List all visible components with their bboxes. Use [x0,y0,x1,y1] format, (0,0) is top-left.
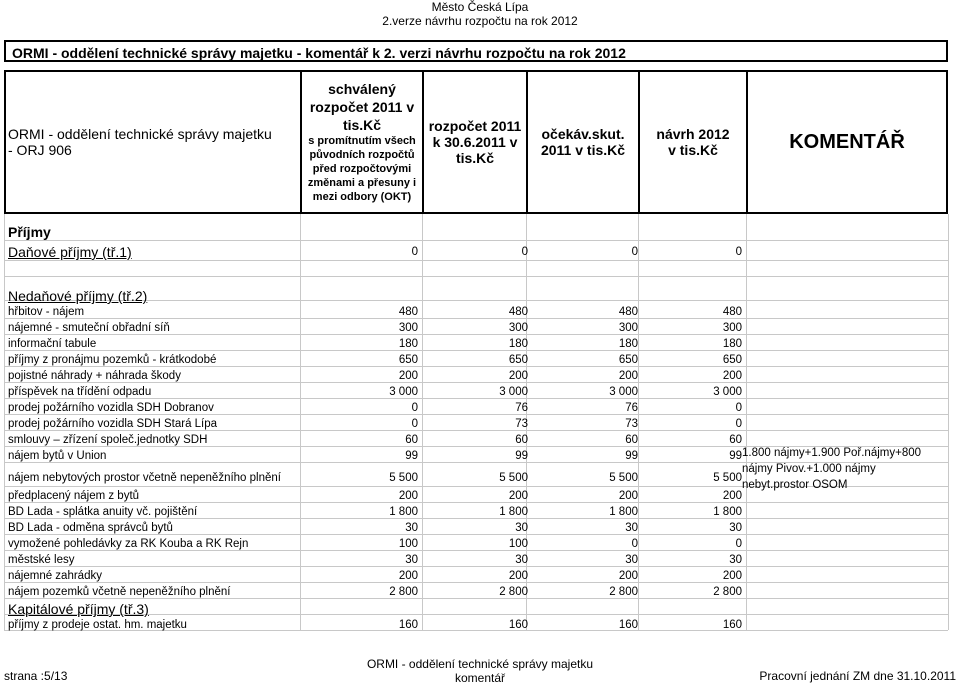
row-value-4: 3 000 [713,386,742,398]
row-value-2: 1 800 [499,506,528,518]
row-value-3: 1 800 [609,506,638,518]
row-label: příjmy z pronájmu pozemků - krátkodobé [8,354,217,366]
row-value-1: 300 [398,322,418,334]
row-value-3: 5 500 [609,472,638,484]
row-value-1: 0 [411,402,418,414]
row-value-1: 100 [398,538,418,550]
row-value-2: 650 [508,354,528,366]
row-value-3: 650 [618,354,638,366]
row-value-1: 200 [398,370,418,382]
header-proposal: návrh 2012 v tis.Kč [640,72,748,212]
table-row [8,384,948,400]
row-value-2: 480 [508,306,528,318]
row-label: nájem bytů v Union [8,450,107,462]
row-label: předplacený nájem z bytů [8,490,140,502]
row-value-4: 30 [729,554,742,566]
row-value-3: 200 [618,570,638,582]
row-value-1: 480 [398,306,418,318]
row-value-3: 2 800 [609,586,638,598]
row-value-4: 0 [735,418,742,430]
row-value-2: 3 000 [499,386,528,398]
row-value-4: 30 [729,522,742,534]
tax-value-3: 0 [631,246,638,258]
row-value-4: 0 [735,402,742,414]
table-row [8,536,948,552]
row-value-2: 30 [515,522,528,534]
row-value-4: 650 [722,354,742,366]
row-value-1: 0 [411,418,418,430]
row-value-4: 180 [722,338,742,350]
section-nontax-income: Nedaňové příjmy (tř.2) [8,288,148,304]
row-label: BD Lada - odměna správců bytů [8,522,173,534]
table-row [8,336,948,352]
table-row [8,584,948,600]
row-label: BD Lada - splátka anuity vč. pojištění [8,506,198,518]
row-label: hřbitov - nájem [8,306,85,318]
row-value-2: 2 800 [499,586,528,598]
tax-value-2: 0 [521,246,528,258]
row-value-3: 180 [618,338,638,350]
section-capital-income: Kapitálové příjmy (tř.3) [8,601,149,617]
row-value-2: 60 [515,434,528,446]
section-income: Příjmy [8,224,51,240]
row-value-3: 60 [625,434,638,446]
table-row [8,320,948,336]
comment-note: 1.800 nájmy+1.900 Poř.nájmy+800 nájmy Pivov.+1.000 nájmy nebyt.prostor OSOM [742,447,922,491]
row-value-4: 160 [722,619,742,631]
row-value-3: 30 [625,554,638,566]
row-label: nájemné - smuteční obřadní síň [8,322,170,334]
table-row [8,568,948,584]
tax-value-1: 0 [411,246,418,258]
row-value-3: 76 [625,402,638,414]
table-header [4,70,948,214]
row-value-1: 200 [398,570,418,582]
header-expected: očekáv.skut. 2011 v tis.Kč [528,72,640,212]
row-value-1: 30 [405,554,418,566]
table-row [8,552,948,568]
row-value-2: 200 [508,370,528,382]
row-value-3: 0 [631,538,638,550]
table-row [8,368,948,384]
table-row [8,520,948,536]
row-label: příspěvek na třídění odpadu [8,386,152,398]
row-value-1: 5 500 [389,472,418,484]
footer-meeting: Pracovní jednání ZM dne 31.10.2011 [759,669,956,683]
grid-row-line [4,240,948,241]
row-value-2: 200 [508,490,528,502]
header-approved-budget: schválený rozpočet 2011 v tis.Kč s promítnutím všech původních rozpočtů před rozpočtovými změnami a přesuny i mezi odbory (OKT) [302,72,424,212]
tax-value-4: 0 [735,246,742,258]
version-header: 2.verze návrhu rozpočtu na rok 2012 [382,14,578,28]
row-label: příjmy z prodeje ostat. hm. majetku [8,619,187,631]
row-value-2: 160 [508,619,528,631]
table-row [8,416,948,432]
row-value-3: 200 [618,490,638,502]
row-value-4: 200 [722,490,742,502]
row-label: městské lesy [8,554,75,566]
row-value-1: 30 [405,522,418,534]
row-value-1: 160 [398,619,418,631]
row-value-3: 300 [618,322,638,334]
row-label: smlouvy – zřízení společ.jednotky SDH [8,434,208,446]
row-value-3: 3 000 [609,386,638,398]
header-comment: KOMENTÁŘ [789,130,905,153]
footer-center-title: ORMI - oddělení technické správy majetku [366,657,594,671]
row-value-2: 30 [515,554,528,566]
row-label: nájemné zahrádky [8,570,102,582]
table-row [8,617,948,633]
header-budget-june: rozpočet 2011 k 30.6.2011 v tis.Kč [424,72,528,212]
row-label: nájem nebytových prostor včetně nepeněžního plnění [8,472,281,484]
grid-column-line [948,214,949,630]
table-row [8,400,948,416]
row-value-2: 73 [515,418,528,430]
row-value-3: 73 [625,418,638,430]
row-label: prodej požárního vozidla SDH Dobranov [8,402,214,414]
row-label: vymožené pohledávky za RK Kouba a RK Rejn [8,538,249,550]
grid-column-line [4,214,5,630]
row-label: prodej požárního vozidla SDH Stará Lípa [8,418,218,430]
row-value-3: 480 [618,306,638,318]
row-value-1: 2 800 [389,586,418,598]
row-value-4: 480 [722,306,742,318]
section-tax-income: Daňové příjmy (tř.1) [8,244,132,260]
row-value-1: 99 [405,450,418,462]
row-value-3: 30 [625,522,638,534]
row-value-4: 300 [722,322,742,334]
row-value-1: 60 [405,434,418,446]
row-value-3: 99 [625,450,638,462]
row-value-4: 60 [729,434,742,446]
row-value-2: 200 [508,570,528,582]
row-value-4: 5 500 [713,472,742,484]
row-label: informační tabule [8,338,97,350]
page-number: strana :5/13 [4,669,68,683]
footer-center-subtitle: komentář [454,671,506,685]
row-value-2: 300 [508,322,528,334]
table-row [8,504,948,520]
row-value-2: 99 [515,450,528,462]
row-value-1: 200 [398,490,418,502]
row-value-4: 200 [722,570,742,582]
row-value-1: 1 800 [389,506,418,518]
row-value-2: 5 500 [499,472,528,484]
row-value-2: 100 [508,538,528,550]
row-value-1: 3 000 [389,386,418,398]
row-label: pojistné náhrady + náhrada škody [8,370,181,382]
city-header: Město Česká Lípa [431,0,529,14]
row-value-4: 200 [722,370,742,382]
row-value-4: 2 800 [713,586,742,598]
document-title: ORMI - oddělení technické správy majetku - komentář k 2. verzi návrhu rozpočtu na rok 2012 [4,40,948,62]
grid-row-line [4,276,948,277]
grid-row-line [4,260,948,261]
row-value-1: 650 [398,354,418,366]
header-org: ORMI - oddělení technické správy majetku - ORJ 906 [6,72,302,212]
row-value-3: 200 [618,370,638,382]
row-value-3: 160 [618,619,638,631]
table-row [8,304,948,320]
row-value-4: 0 [735,538,742,550]
row-value-4: 1 800 [713,506,742,518]
row-label: nájem pozemků včetně nepeněžního plnění [8,586,231,598]
table-row [8,352,948,368]
row-value-2: 180 [508,338,528,350]
row-value-1: 180 [398,338,418,350]
row-value-4: 99 [729,450,742,462]
tax-income-row [8,244,948,260]
row-value-2: 76 [515,402,528,414]
